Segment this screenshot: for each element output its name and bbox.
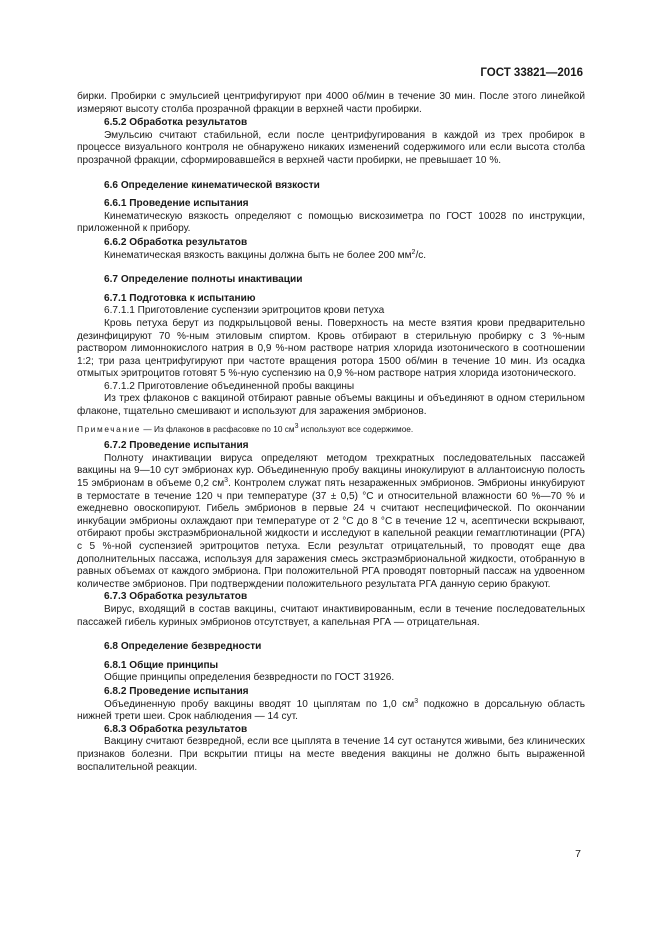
superscript: 3: [224, 477, 229, 485]
heading-6-7-2: 6.7.2 Проведение испытания: [104, 440, 249, 452]
note: [77, 423, 585, 436]
note-label: Примечание: [77, 423, 142, 434]
heading-6-7-3: 6.7.3 Обработка результатов: [104, 591, 248, 603]
paragraph-6-7-1-2: Из трех флаконов с вакциной отбирают равные объемы вакцины и объединяют в одном стерильном флаконе, тщательно смешивают и используют для заражения эмбрионов.: [77, 393, 585, 418]
superscript: 2: [411, 248, 416, 256]
paragraph-6-7-2-text-end: . Контролем служат пять незараженных эмбрионов. Эмбрионы инкубируют в термостате в течение 120 ч при температуре (37 ± 0,5) °С и относительной влажности 60 %—70 % и ежедневно овоскопируют. Гибель эмбрионов в первые 24 ч считают неспецифической. По окончании инкубации эмбрионы охлаждают при температуре от 2 °С до 8 °С в течение 12 ч, асептически вскрывают, отбирают пробы экстраэмбриональной жидкости и исследуют в капельной реакции гемагглютинации (РГА) с 5 %-ной суспензией эритроцитов петуха. Если результат отрицательный, то проводят еще два дополнительных пассажа, используя для заражения смесь экстраэмбриональной жидкости, отобранную в равных объемах от каждого эмбриона. При положительной РГА проводят повторный пассаж на удвоенном количестве эмбрионов. При подтверждении положительного результата РГА данную серию бракуют.: [77, 478, 585, 590]
heading-6-8-2: 6.8.2 Проведение испытания: [104, 685, 249, 697]
heading-6-7-1: 6.7.1 Подготовка к испытанию: [104, 292, 256, 304]
document-header: ГОСТ 33821—2016: [480, 67, 583, 79]
heading-6-7: 6.7 Определение полноты инактивации: [104, 274, 303, 286]
heading-6-5-2: 6.5.2 Обработка результатов: [104, 117, 248, 129]
note-text-end: используют все содержимое.: [298, 423, 414, 434]
note-text: — Из флаконов в расфасовке по 10 см: [141, 423, 295, 434]
paragraph-6-6-2-unit: /с.: [415, 249, 427, 261]
superscript: 3: [294, 422, 299, 430]
paragraph-continuation: бирки. Пробирки с эмульсией центрифугируют при 4000 об/мин в течение 30 мин. После этого линейкой измеряют высоту столба прозрачной фракции в верхней части пробирки.: [77, 91, 585, 115]
paragraph-6-8-2: [77, 699, 585, 724]
paragraph-6-7-2: [77, 453, 585, 592]
paragraph-6-8-2-text: Объединенную пробу вакцины вводят 10 цыплятам по 1,0 см: [104, 698, 415, 710]
paragraph-6-6-2: [77, 250, 585, 263]
heading-6-7-1-2: 6.7.1.2 Приготовление объединенной пробы вакцины: [104, 380, 355, 392]
paragraph-6-5-2: Эмульсию считают стабильной, если после центрифугирования в каждой из трех пробирок в процессе визуального контроля не обнаружено никаких изменений содержимого или если высота столба прозрачной фракции, сформировавшейся в верхней части пробирки, не превышает 10 %.: [77, 129, 585, 166]
heading-6-6: 6.6 Определение кинематической вязкости: [104, 179, 320, 191]
paragraph-6-7-3: Вирус, входящий в состав вакцины, считают инактивированным, если в течение последовательных пассажей гибель куриных эмбрионов отсутствует, а капельная РГА — отрицательная.: [77, 603, 585, 628]
page-number: 7: [575, 848, 581, 860]
heading-6-8-1: 6.8.1 Общие принципы: [104, 659, 219, 671]
paragraph-6-7-1-1: Кровь петуха берут из подкрыльцовой вены. Поверхность на месте взятия крови предварительно дезинфицируют 70 %-ным этиловым спиртом. Кровь отбирают в стерильную пробирку с 3 %-ным раствором лимоннокислого натрия в 0,9 %-ном растворе натрия хлорида изотонического в соотношении 1:2; три раза центрифугируют при частоте вращения ротора 1500 об/мин в течение 10 мин. Из осадка отмытых эритроцитов готовят 5 %-ную суспензию на 0,9 %-ном растворе натрия хлорида изотонического.: [77, 317, 585, 380]
paragraph-6-8-2-text-end: подкожно в дорсальную область нижней трети шеи. Срок наблюдения — 14 сут.: [77, 698, 585, 723]
paragraph-6-7-2-text: Полноту инактивации вируса определяют методом трехкратных последовательных пассажей вакцины на 9—10 сут эмбрионах кур. Объединенную пробу вакцины инокулируют в аллантоисную полость 15 эмбрионам в объеме 0,2 см: [77, 452, 585, 490]
superscript: 3: [414, 697, 419, 705]
paragraph-6-6-1: Кинематическую вязкость определяют с помощью вискозиметра по ГОСТ 10028 по инструкции, приложенной к прибору.: [77, 210, 585, 235]
heading-6-8: 6.8 Определение безвредности: [104, 641, 262, 653]
heading-6-6-2: 6.6.2 Обработка результатов: [104, 236, 248, 248]
paragraph-6-6-2-text: Кинематическая вязкость вакцины должна быть не более 200 мм: [104, 249, 412, 261]
heading-6-7-1-1: 6.7.1.1 Приготовление суспензии эритроцитов крови петуха: [104, 305, 385, 317]
paragraph-6-8-3: Вакцину считают безвредной, если все цыплята в течение 14 сут останутся живыми, без клинических признаков болезни. При вскрытии птицы на месте введения вакцины не должно быть выраженной воспалительной реакции.: [77, 736, 585, 773]
heading-6-6-1: 6.6.1 Проведение испытания: [104, 198, 249, 210]
paragraph-6-8-1: Общие принципы определения безвредности по ГОСТ 31926.: [104, 672, 395, 684]
document-body: [77, 91, 585, 774]
heading-6-8-3: 6.8.3 Обработка результатов: [104, 723, 248, 735]
